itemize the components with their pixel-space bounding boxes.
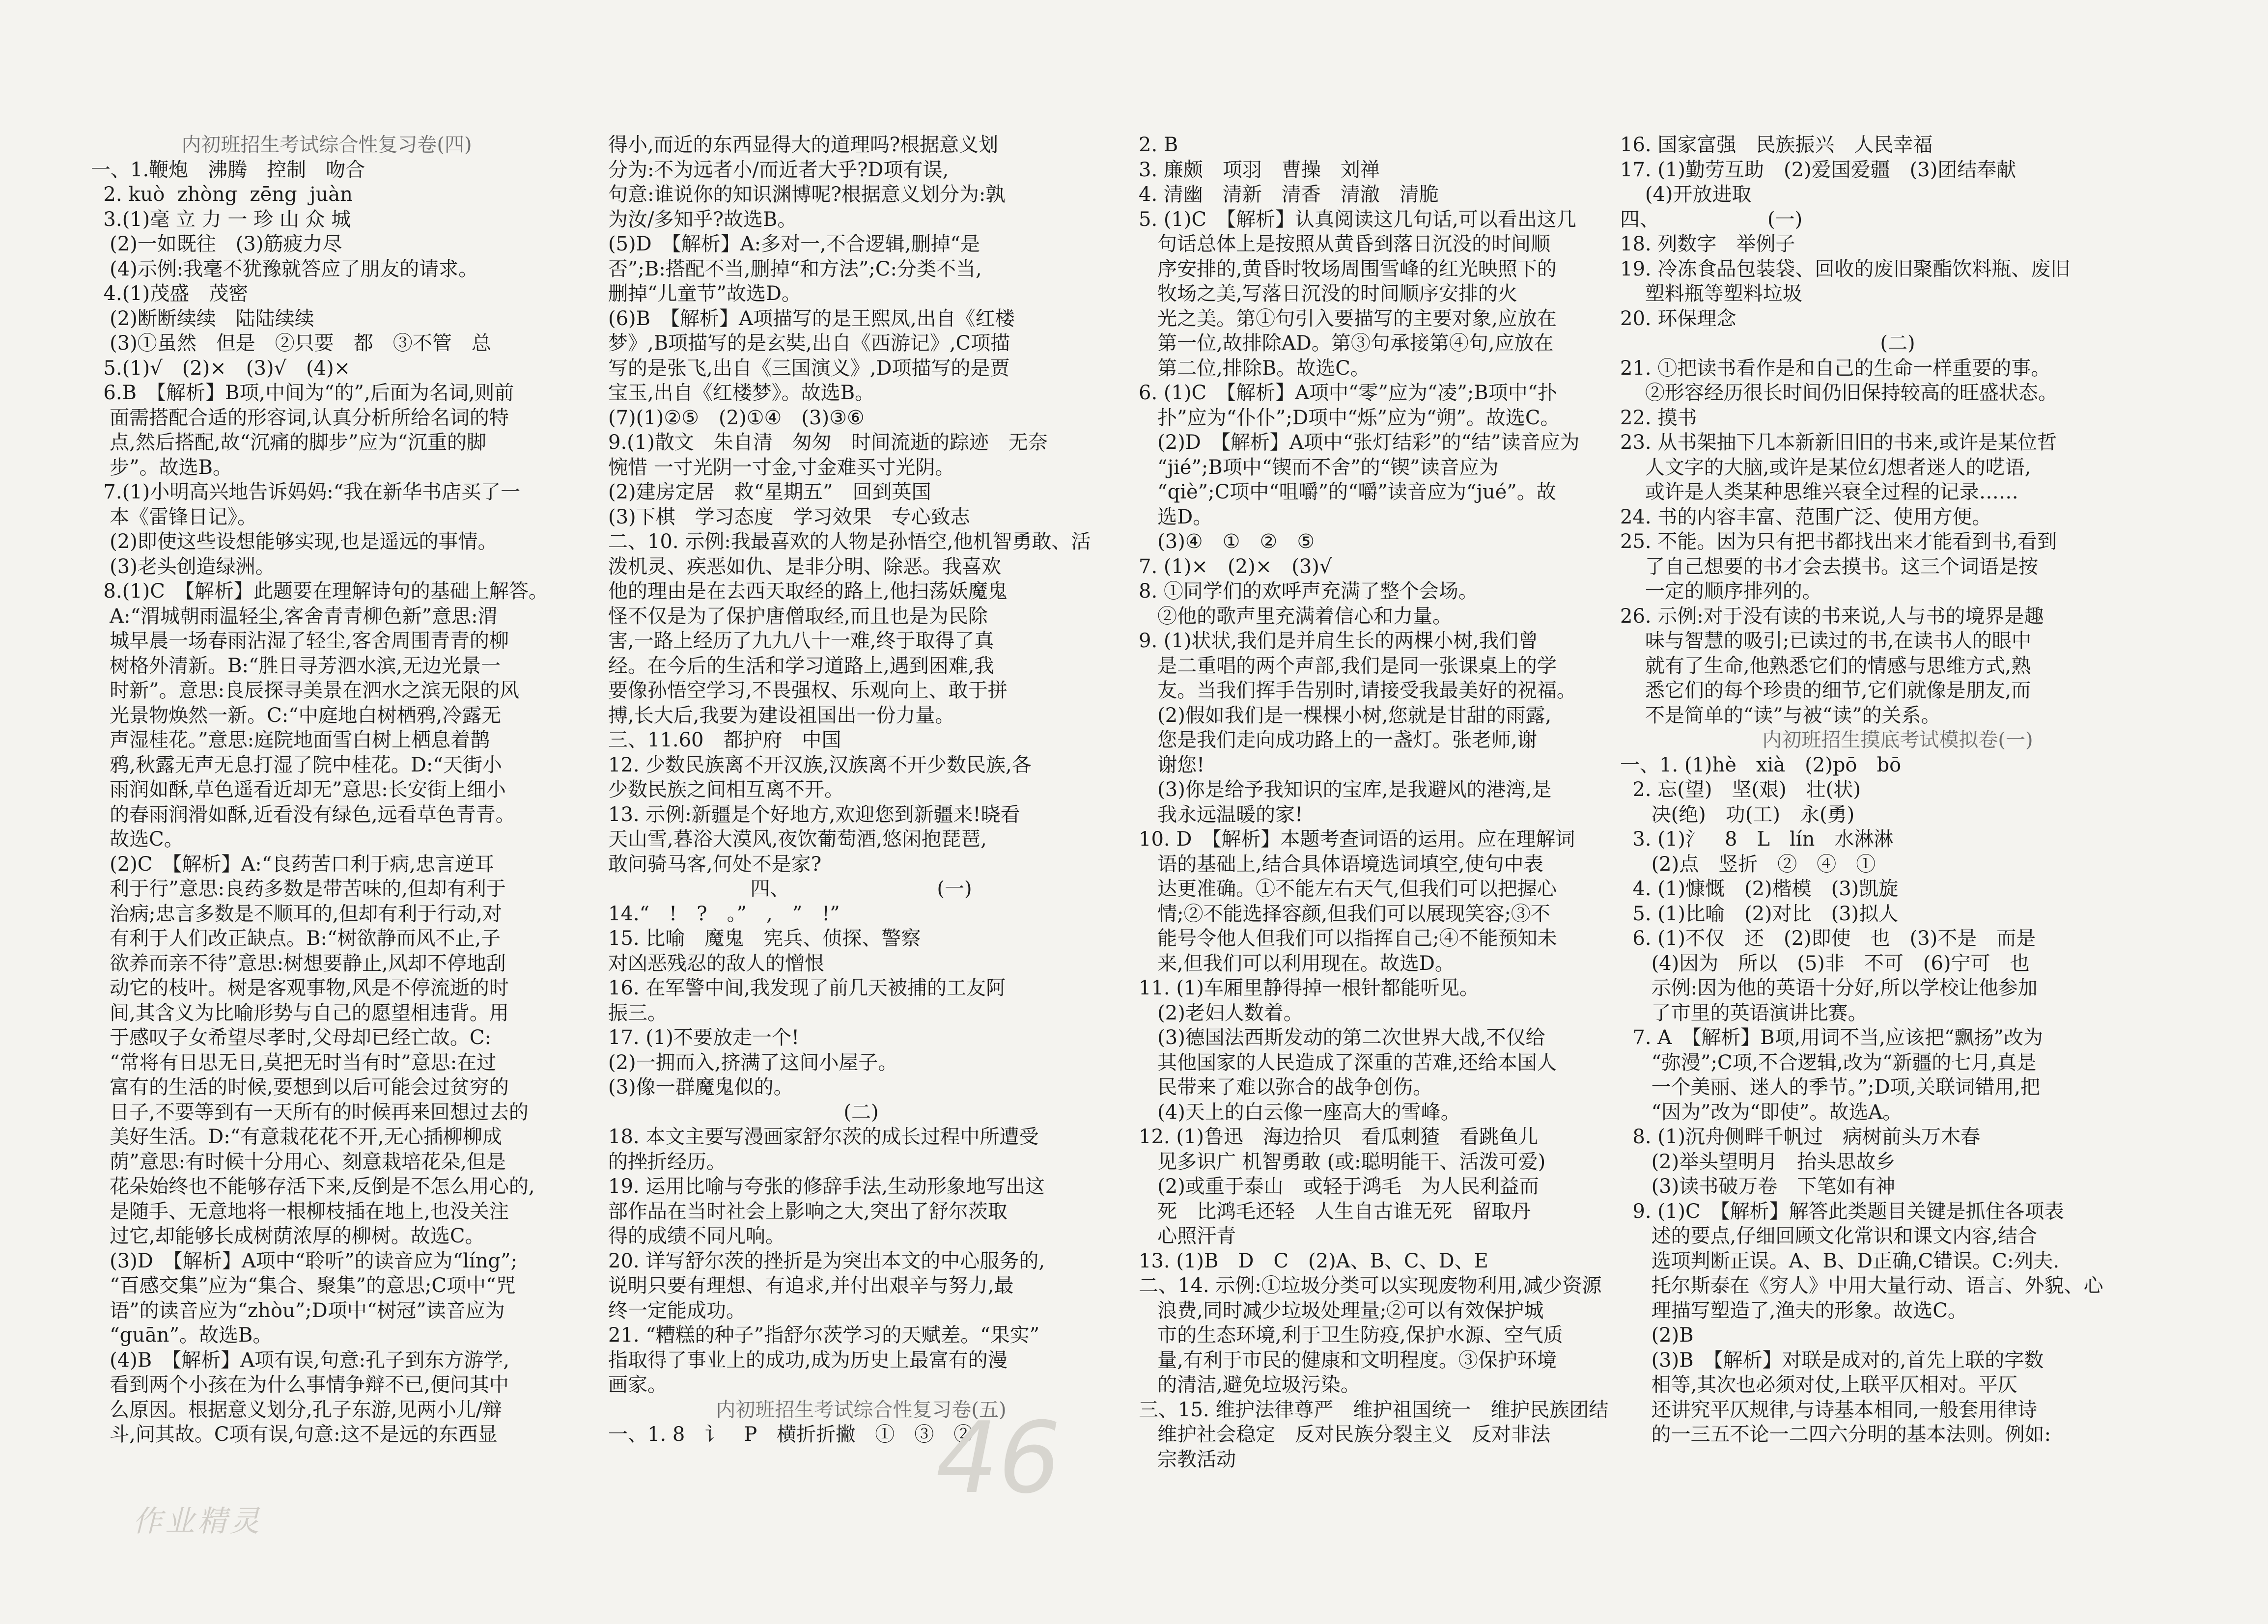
answer-line: (3)像一群魔鬼似的。 [608,1076,793,1099]
answer-line: (2)点 竖折 ② ④ ① [1620,853,1876,876]
answer-line: 我永远温暖的家! [1139,803,1303,826]
answer-line: (3)读书破万卷 下笔如有神 [1620,1175,1896,1198]
answer-line: (3)①虽然 但是 ②只要 都 ③不管 总 [91,332,491,355]
answer-line: 梦》,B项描写的是玄奘,出自《西游记》,C项描 [608,332,1010,355]
answer-line: 量,有利于市民的健康和文明程度。③保护环境 [1139,1349,1557,1372]
answer-line: 13. (1)B D C (2)A、B、C、D、E [1139,1249,1488,1272]
answer-line: 序安排的,黄昏时牧场周围雪峰的红光映照下的 [1139,257,1557,280]
answer-line: 21. “糟糕的种子”指舒尔茨学习的天赋差。“果实” [608,1324,1040,1347]
answer-line: 4. (1)慷慨 (2)楷模 (3)凯旋 [1620,878,1899,900]
answer-line: 味与智慧的吸引;已读过的书,在读书人的眼中 [1620,630,2032,652]
answer-line: 您是我们走向成功路上的一盏灯。张老师,谢 [1139,729,1537,751]
page-number: 46 [936,1401,1061,1515]
answer-line: 19. 运用比喻与夸张的修辞手法,生动形象地写出这 [608,1175,1045,1198]
answer-line: 天山雪,暮浴大漠风,夜饮葡萄酒,悠闲抱琵琶, [608,828,987,851]
answer-line: (4)开放进取 [1620,183,1752,206]
answer-line: 第二位,排除B。故选C。 [1139,357,1370,380]
answer-line: 还讲究平仄规律,与诗基本相同,一般套用律诗 [1620,1398,2038,1421]
answer-line: 面需搭配合适的形容词,认真分析所给名词的特 [91,406,509,429]
answer-line: (3)B 【解析】对联是成对的,首先上联的字数 [1620,1349,2044,1372]
answer-line: 21. ①把读书看作是和自己的生命一样重要的事。 [1620,357,2051,380]
answer-line: 指取得了事业上的成功,成为历史上最富有的漫 [608,1349,1008,1372]
answer-line: “百感交集”应为“集合、聚集”的意思;C项中“咒 [91,1274,516,1297]
answer-line: 12. (1)鲁迅 海边拾贝 看瓜刺猹 看跳鱼儿 [1139,1126,1538,1148]
answer-line: (3)下棋 学习态度 学习效果 专心致志 [608,505,970,528]
answer-line: 4.(1)茂盛 茂密 [91,282,249,305]
answer-line: 语的基础上,结合具体语境选词填空,使句中表 [1139,853,1543,876]
answer-line: 一、1.鞭炮 沸腾 控制 吻合 [91,158,365,181]
answer-line: 的春雨润滑如酥,近看没有绿色,远看草色青青。 [91,803,515,826]
answer-line: 一个美丽、迷人的季节。”;D项,关联词错用,把 [1620,1076,2040,1099]
answer-line: 3. 廉颇 项羽 曹操 刘禅 [1139,158,1380,181]
answer-line: 5. (1)C 【解析】认真阅读这几句话,可以看出这几 [1139,208,1576,231]
answer-line: “弥漫”;C项,不合逻辑,改为“新疆的七月,真是 [1620,1051,2037,1074]
answer-line: 人文字的大脑,或许是某位幻想者迷人的呓语, [1620,456,2031,479]
answer-line: 26. 示例:对于没有读的书来说,人与书的境界是趣 [1620,605,2044,628]
answer-line: (6)B 【解析】A项描写的是王熙凤,出自《红楼 [608,307,1015,330]
answer-line: (5)D 【解析】A:多对一,不合逻辑,删掉“是 [608,233,980,255]
answer-line: 11. (1)车厢里静得掉一根针都能听见。 [1139,977,1479,999]
answer-line: 17. (1)不要放走一个! [608,1026,800,1049]
answer-line: 5. (1)比喻 (2)对比 (3)拟人 [1620,902,1899,925]
answer-line: 欲养而亲不待”意思:树想要静止,风却不停地刮 [91,952,506,975]
answer-line: (4)天上的白云像一座高大的雪峰。 [1139,1101,1460,1124]
answer-line: (2)或重于泰山 或轻于鸿毛 为人民利益而 [1139,1175,1539,1198]
answer-line: 画家。 [608,1374,667,1396]
answer-line: 15. 比喻 魔鬼 宪兵、侦探、警察 [608,927,921,950]
answer-line: 达更准确。①不能左右天气,但我们可以把握心 [1139,878,1557,900]
answer-line: (2)建房定居 救“星期五” 回到英国 [608,481,931,503]
answer-line: (2)D 【解析】A项中“张灯结彩”的“结”读音应为 [1139,431,1580,454]
answer-line: 见多识广 机智勇敢 (或:聪明能干、活泼可爱) [1139,1150,1546,1173]
answer-line: 能号令他人但我们可以指挥自己;④不能预知未 [1139,927,1557,950]
answer-line: (2)断断续续 陆陆续续 [91,307,314,330]
answer-line: (2)举头望明月 抬头思故乡 [1620,1150,1896,1173]
answer-line: 光之美。第①句引入要描写的主要对象,应放在 [1139,307,1557,330]
answer-line: A:“渭城朝雨温轻尘,客舍青青柳色新”意思:渭 [91,605,498,628]
answer-line: (2)B [1620,1324,1694,1347]
answer-line: 故选C。 [91,828,184,851]
answer-line: “guān”。故选B。 [91,1324,273,1347]
answer-line: 鸦,秋露无声无息打湿了院中桂花。D:“天街小 [91,753,502,776]
answer-line: 本《雷锋日记》。 [91,505,257,528]
answer-line: 托尔斯泰在《穷人》中用大量行动、语言、外貌、心 [1620,1274,2103,1297]
answer-line: (3)德国法西斯发动的第二次世界大战,不仅给 [1139,1026,1545,1049]
answer-line: 18. 本文主要写漫画家舒尔茨的成长过程中所遭受 [608,1126,1039,1148]
answer-line: 14.“ ! ? 。” , ” !” [608,902,840,925]
answer-line: 删掉“儿童节”故选D。 [608,282,801,305]
answer-line: 6. (1)C 【解析】A项中“零”应为“凌”;B项中“扑 [1139,382,1558,404]
answer-line: 部作品在当时社会上影响之大,突出了舒尔茨取 [608,1200,1008,1223]
answer-line: 8.(1)C 【解析】此题要在理解诗句的基础上解答。 [91,580,548,603]
answer-line: 23. 从书架抽下几本新新旧旧的书来,或许是某位哲 [1620,431,2057,454]
answer-line: (3)D 【解析】A项中“聆听”的读音应为“líng”; [91,1249,517,1272]
answer-line: 19. 冷冻食品包装袋、回收的废旧聚酯饮料瓶、废旧 [1620,257,2071,280]
answer-line: 步”。故选B。 [91,456,232,479]
answer-line: (4)示例:我毫不犹豫就答应了朋友的请求。 [91,257,478,280]
answer-line: 就有了生命,他熟悉它们的情感与思维方式,熟 [1620,654,2031,677]
answer-line: 宗教活动 [1139,1448,1236,1471]
answer-line: 过它,却能够长成树荫浓厚的柳树。故选C。 [91,1225,485,1247]
answer-line: 22. 摸书 [1620,406,1697,429]
answer-line: 的挫折经历。 [608,1150,726,1173]
column-3 [1139,133,1630,1472]
column-1 [91,133,562,1447]
answer-line: 一定的顺序排列的。 [1620,580,1822,603]
answer-line: 7.(1)小明高兴地告诉妈妈:“我在新华书店买了一 [91,481,521,503]
answer-line: 于感叹子女希望尽孝时,父母却已经亡故。C: [91,1026,491,1049]
answer-line: (2)即使这些设想能够实现,也是遥远的事情。 [91,530,498,553]
answer-line: 点,然后搭配,故“沉痛的脚步”应为“沉重的脚 [91,431,486,454]
answer-line: 选D。 [1139,505,1213,528]
answer-line: 看到两个小孩在为什么事情争辩不已,便问其中 [91,1374,509,1396]
answer-line: 日子,不要等到有一天所有的时候再来回想过去的 [91,1101,529,1124]
answer-line: 分为:不为远者小/而近者大乎?D项有误, [608,158,949,181]
answer-line: 12. 少数民族离不开汉族,汉族离不开少数民族,各 [608,753,1032,776]
answer-line: 否”;B:搭配不当,删掉“和方法”;C:分类不当, [608,257,982,280]
answer-line: (2)一拥而入,挤满了这间小屋子。 [608,1051,898,1074]
answer-line: 斗,问其故。C项有误,句意:这不是远的东西显 [91,1423,498,1446]
answer-line: 了市里的英语演讲比赛。 [1620,1001,1868,1024]
answer-line: (3)老头创造绿洲。 [91,555,275,578]
section-heading: 内初班招生摸底考试模拟卷(一) [1762,729,2033,751]
answer-line: 25. 不能。因为只有把书都找出来才能看到书,看到 [1620,530,2057,553]
answer-line: 语”的读音应为“zhòu”;D项中“树冠”读音应为 [91,1299,505,1322]
answer-line: “jié”;B项中“锲而不舍”的“锲”读音应为 [1139,456,1499,479]
answer-line: (3)④ ① ② ⑤ [1139,530,1315,553]
answer-line: 四、 (一) [1620,208,1803,231]
answer-line: 9. (1)C 【解析】解答此类题目关键是抓住各项表 [1620,1200,2064,1223]
answer-line: 扑”应为“仆仆”;D项中“烁”应为“朔”。故选C。 [1139,406,1560,429]
answer-line: 3.(1)毫 立 力 一 珍 山 众 城 [91,208,351,231]
answer-line: 其他国家的人民造成了深重的苦难,还给本国人 [1139,1051,1557,1074]
answer-line: (二) [843,1101,879,1124]
answer-line: 牧场之美,写落日沉没的时间顺序安排的火 [1139,282,1517,305]
answer-line: 二、14. 示例:①垃圾分类可以实现废物利用,减少资源 [1139,1274,1602,1297]
answer-line: 少数民族之间相互离不开。 [608,778,844,801]
answer-line: (2)老妇人数着。 [1139,1001,1303,1024]
answer-line: 5.(1)√ (2)× (3)√ (4)× [91,357,351,380]
answer-line: 一、1. 8 讠 P 横折折撇 ① ③ ② [608,1423,974,1446]
answer-line: 心照汗青 [1139,1225,1236,1247]
answer-line: 声湿桂花。”意思:庭院地面雪白树上栖息着鹊 [91,729,490,751]
column-2 [608,133,1114,1447]
answer-line: 16. 在军警中间,我发现了前几天被捕的工友阿 [608,977,1006,999]
answer-line: 一、1. (1)hè xià (2)pō bō [1620,753,1902,776]
answer-line: (7)(1)②⑤ (2)①④ (3)③⑥ [608,406,865,429]
answer-line: 选项判断正误。A、B、D正确,C错误。C:列夫. [1620,1249,2060,1272]
answer-line: 死 比鸿毛还轻 人生自古谁无死 留取丹 [1139,1200,1531,1223]
answer-line: 相等,其次也必须对仗,上联平仄相对。平仄 [1620,1374,2018,1396]
answer-line: 20. 详写舒尔茨的挫折是为突出本文的中心服务的, [608,1249,1045,1272]
answer-line: 害,一路上经历了九九八十一难,终于取得了真 [608,630,994,652]
answer-line: 句意:谁说你的知识渊博呢?根据意义划分为:孰 [608,183,1006,206]
answer-line: 三、15. 维护法律尊严 维护祖国统一 维护民族团结 [1139,1398,1609,1421]
answer-line: 来,但我们可以利用现在。故选D。 [1139,952,1455,975]
answer-line: 浪费,同时减少垃圾处理量;②可以有效保护城 [1139,1299,1544,1322]
answer-line: 是随手、无意地将一根柳枝插在地上,也没关注 [91,1200,509,1223]
answer-line: 2. B [1139,134,1178,156]
answer-line: 13. 示例:新疆是个好地方,欢迎您到新疆来!晓看 [608,803,1020,826]
answer-line: 终一定能成功。 [608,1299,746,1322]
answer-line: 经。在今后的生活和学习道路上,遇到困难,我 [608,654,994,677]
answer-line: 对凶恶残忍的敌人的憎恨 [608,952,824,975]
answer-line: 情;②不能选择容颜,但我们可以展现笑容;③不 [1139,902,1550,925]
answer-line: 富有的生活的时候,要想到以后可能会过贫穷的 [91,1076,509,1099]
answer-line: 述的要点,仔细回顾文化常识和课文内容,结合 [1620,1225,2038,1247]
answer-line: 谢您! [1139,753,1205,776]
answer-line: 要像孙悟空学习,不畏强权、乐观向上、敢于拼 [608,679,1008,702]
answer-line: 20. 环保理念 [1620,307,1736,330]
answer-line: 8. ①同学们的欢呼声充满了整个会场。 [1139,580,1478,603]
answer-line: (2)C 【解析】A:“良药苦口利于病,忠言逆耳 [91,853,494,876]
answer-line: 4. 清幽 清新 清香 清澈 清脆 [1139,183,1439,206]
answer-line: (3)你是给予我知识的宝库,是我避风的港湾,是 [1139,778,1552,801]
answer-line: 友。当我们挥手告别时,请接受我最美好的祝福。 [1139,679,1576,702]
answer-line: “qiè”;C项中“咀嚼”的“嚼”读音应为“jué”。故 [1139,481,1556,503]
answer-line: 2. kuò zhòng zēng juàn [91,183,353,206]
answer-line: 四、 (一) [750,878,972,900]
answer-line: 市的生态环境,利于卫生防疫,保护水源、空气质 [1139,1324,1563,1347]
answer-line: 敢问骑马客,何处不是家? [608,853,822,876]
answer-line: 城早晨一场春雨沾湿了轻尘,客舍周围青青的柳 [91,630,509,652]
answer-line: 24. 书的内容丰富、范围广泛、使用方便。 [1620,505,1992,528]
section-heading: 内初班招生考试综合性复习卷(四) [181,134,472,156]
answer-line: “常将有日思无日,莫把无时当有时”意思:在过 [91,1051,497,1074]
answer-line: 悉它们的每个珍贵的细节,它们就像是朋友,而 [1620,679,2031,702]
answer-line: (4)B 【解析】A项有误,句意:孔子到东方游学, [91,1349,509,1372]
answer-line: 搏,长大后,我要为建设祖国出一份力量。 [608,704,955,727]
answer-line: (2)一如既往 (3)筋疲力尽 [91,233,342,255]
answer-line: 18. 列数字 举例子 [1620,233,1795,255]
answer-line: 为汝/多知乎?故选B。 [608,208,797,231]
answer-line: 决(绝) 功(工) 永(勇) [1620,803,1855,826]
answer-line: 惋惜 一寸光阴一寸金,寸金难买寸光阴。 [608,456,955,479]
answer-line: 6. (1)不仅 还 (2)即使 也 (3)不是 而是 [1620,927,2036,950]
answer-line: 7. (1)× (2)× (3)√ [1139,555,1332,578]
answer-line: 是二重唱的两个声部,我们是同一张课桌上的学 [1139,654,1557,677]
answer-line: 光景物焕然一新。C:“中庭地白树栖鸦,冷露无 [91,704,502,727]
answer-line: 治病;忠言多数是不顺耳的,但却有利于行动,对 [91,902,503,925]
answer-line: (2)假如我们是一棵棵小树,您就是甘甜的雨露, [1139,704,1552,727]
answer-line: ②他的歌声里充满着信心和力量。 [1139,605,1453,628]
answer-line: 3. (1)氵 8 L lín 水淋淋 [1620,828,1894,851]
answer-line: 动它的枝叶。树是客观事物,风是不停流逝的时 [91,977,509,999]
answer-line: 2. 忘(望) 坚(艰) 壮(状) [1620,778,1861,801]
answer-line: 怪不仅是为了保护唐僧取经,而且也是为民除 [608,605,988,628]
answer-line: 他的理由是在去西天取经的路上,他扫荡妖魔鬼 [608,580,1008,603]
answer-line: 了自己想要的书才会去摸书。这三个词语是按 [1620,555,2038,578]
answer-line: “因为”改为“即使”。故选A。 [1620,1101,1903,1124]
answer-line: 么原因。根据意义划分,孔子东游,见两小儿/辩 [91,1398,503,1421]
answer-line: 有利于人们改正缺点。B:“树欲静而风不止,子 [91,927,501,950]
answer-line: 8. (1)沉舟侧畔千帆过 病树前头万木春 [1620,1126,1980,1148]
answer-line: 写的是张飞,出自《三国演义》,D项描写的是贾 [608,357,1010,380]
answer-line: 时新”。意思:良辰探寻美景在泗水之滨无限的风 [91,679,520,702]
answer-line: 的一三五不论一二四六分明的基本法则。例如: [1620,1423,2051,1446]
answer-line: 二、10. 示例:我最喜欢的人物是孙悟空,他机智勇敢、活 [608,530,1091,553]
answer-line: 10. D 【解析】本题考查词语的运用。应在理解词 [1139,828,1575,851]
answer-line: 振三。 [608,1001,667,1024]
answer-line: 的清洁,避免垃圾污染。 [1139,1374,1360,1396]
answer-line: 间,其含义为比喻形势与自己的愿望相违背。用 [91,1001,509,1024]
answer-line: 不是简单的“读”与被“读”的关系。 [1620,704,1941,727]
column-4 [1620,133,2175,1447]
answer-line: 或许是人类某种思维兴衰全过程的记录…… [1620,481,2018,503]
answer-line: 16. 国家富强 民族振兴 人民幸福 [1620,134,1933,156]
answer-line: 塑料瓶等塑料垃圾 [1620,282,1802,305]
answer-line: 17. (1)勤劳互助 (2)爱国爱疆 (3)团结奉献 [1620,158,2016,181]
answer-line: 句话总体上是按照从黄昏到落日沉没的时间顺 [1139,233,1551,255]
answer-line: 9. (1)状状,我们是并肩生长的两棵小树,我们曾 [1139,630,1538,652]
answer-line: 6.B 【解析】B项,中间为“的”,后面为名词,则前 [91,382,514,404]
answer-line: 理描写塑造了,渔夫的形象。故选C。 [1620,1299,1967,1322]
answer-line: 得的成绩不同凡响。 [608,1225,785,1247]
answer-line: 树格外清新。B:“胜日寻芳泗水滨,无边光景一 [91,654,501,677]
answer-line: 利于行”意思:良药多数是带苦味的,但却有利于 [91,878,506,900]
answer-line: 民带来了难以弥合的战争创伤。 [1139,1076,1433,1099]
answer-line: ②形容经历很长时间仍旧保持较高的旺盛状态。 [1620,382,2058,404]
answer-line: 美好生活。D:“有意栽花花不开,无心插柳柳成 [91,1126,502,1148]
answer-line: 说明只要有理想、有追求,并付出艰辛与努力,最 [608,1274,1014,1297]
answer-line: 雨润如酥,草色遥看近却无”意思:长安街上细小 [91,778,506,801]
section-heading: 内初班招生考试综合性复习卷(五) [716,1398,1007,1421]
answer-line: 得小,而近的东西显得大的道理吗?根据意义划 [608,134,999,156]
answer-line: 7. A 【解析】B项,用词不当,应该把“飘扬”改为 [1620,1026,2043,1049]
answer-line: 荫”意思:有时候十分用心、刻意栽培花朵,但是 [91,1150,506,1173]
answer-line: (4)因为 所以 (5)非 不可 (6)宁可 也 [1620,952,2030,975]
answer-line: 花朵始终也不能够存活下来,反倒是不怎么用心的, [91,1175,535,1198]
answer-line: 示例:因为他的英语十分好,所以学校让他参加 [1620,977,2038,999]
answer-line: 第一位,故排除AD。第③句承接第④句,应放在 [1139,332,1554,355]
answer-line: 宝玉,出自《红楼梦》。故选B。 [608,382,875,404]
answer-line: (二) [1880,332,1915,355]
answer-line: 泼机灵、疾恶如仇、是非分明、除恶。我喜欢 [608,555,1001,578]
answer-line: 维护社会稳定 反对民族分裂主义 反对非法 [1139,1423,1551,1446]
answer-line: 三、11.60 都护府 中国 [608,729,841,751]
answer-line: 9.(1)散文 朱自清 匆匆 时间流逝的踪迹 无奈 [608,431,1048,454]
watermark: 作业精灵 [133,1504,262,1539]
